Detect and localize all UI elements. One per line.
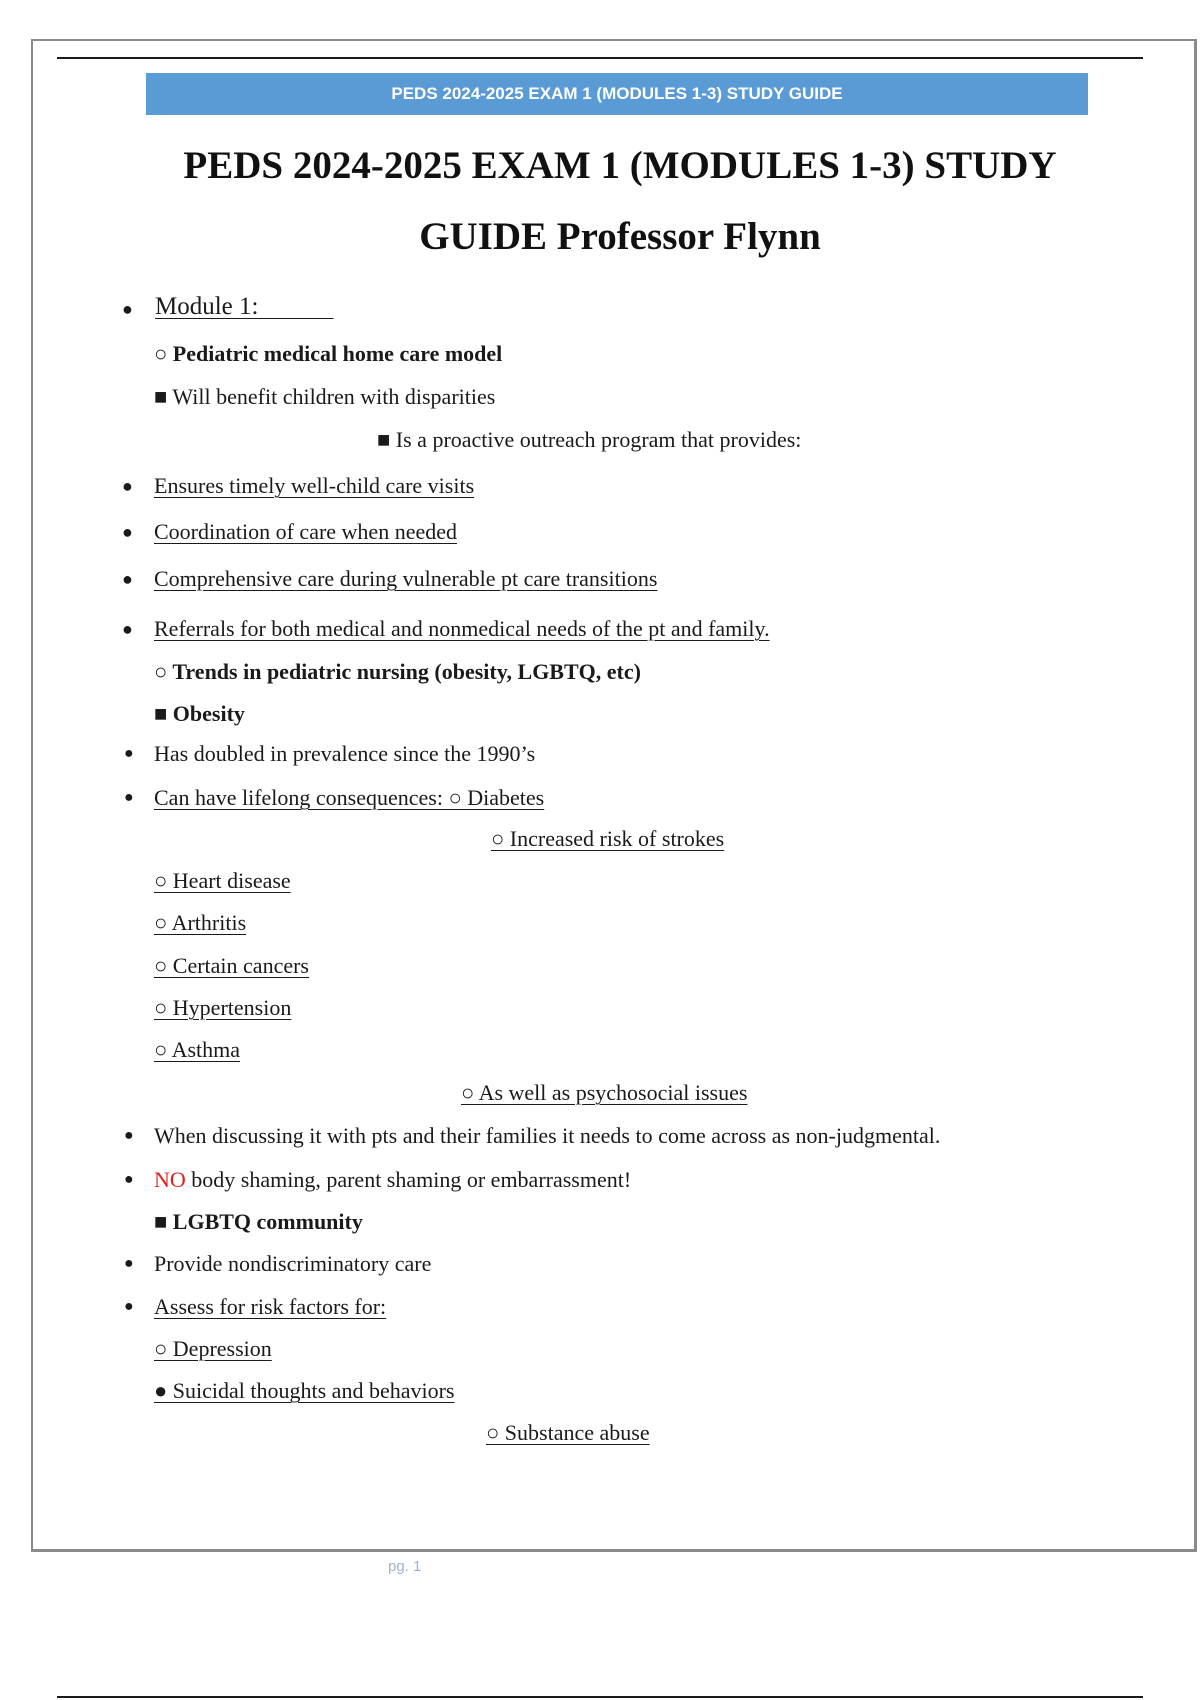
list-item: Ensures timely well-child care visits	[154, 473, 475, 498]
bullet-icon: ●	[122, 522, 133, 542]
list-item: ○ Arthritis	[154, 910, 247, 935]
list-item: ○ Heart disease	[154, 868, 291, 893]
page-title-line-2: GUIDE Professor Flynn	[419, 215, 821, 258]
header-banner: PEDS 2024-2025 EXAM 1 (MODULES 1-3) STUDY GUIDE	[146, 73, 1088, 115]
module-heading: Module 1:	[155, 293, 259, 320]
no-emphasis: NO	[154, 1167, 186, 1192]
assess-risk: Assess for risk factors for:	[154, 1294, 387, 1319]
obesity-prevalence: Has doubled in prevalence since the 1990’s	[154, 741, 536, 766]
pmhc-outreach: ■ Is a proactive outreach program that provides:	[377, 427, 802, 452]
lgbtq-heading: ■ LGBTQ community	[154, 1209, 363, 1234]
list-item: Coordination of care when needed	[154, 519, 457, 544]
bullet-icon: ●	[124, 789, 134, 806]
bullet-icon: ●	[124, 745, 134, 762]
list-item: ○ Increased risk of strokes	[491, 826, 725, 851]
bottom-rule	[57, 1696, 1143, 1698]
list-item: ○ Substance abuse	[486, 1420, 650, 1445]
discussing-note: When discussing it with pts and their families it needs to come across as non-judgmental.	[154, 1123, 941, 1148]
bullet-icon: ●	[122, 476, 133, 496]
list-item: ○ As well as psychosocial issues	[461, 1080, 748, 1105]
top-rule	[57, 57, 1143, 59]
list-item: Referrals for both medical and nonmedical needs of the pt and family.	[154, 616, 770, 641]
bullet-icon: ●	[124, 1255, 134, 1272]
page-number: pg. 1	[388, 1558, 422, 1575]
obesity-heading: ■ Obesity	[154, 701, 245, 726]
trends-heading: ○ Trends in pediatric nursing (obesity, LGBTQ, etc)	[154, 659, 641, 684]
pmhc-heading: ○ Pediatric medical home care model	[154, 341, 503, 366]
page-title-line-1: PEDS 2024-2025 EXAM 1 (MODULES 1-3) STUDY	[183, 144, 1057, 187]
bullet-icon: ●	[124, 1171, 134, 1188]
bullet-icon: ●	[122, 299, 133, 319]
list-item: ○ Asthma	[154, 1037, 241, 1062]
list-item: ○ Hypertension	[154, 995, 292, 1020]
pmhc-benefit: ■ Will benefit children with disparities	[154, 384, 496, 409]
consequences-intro: Can have lifelong consequences: ○ Diabetes	[154, 785, 545, 810]
bullet-icon: ●	[122, 569, 133, 589]
no-shaming-note: NO body shaming, parent shaming or embarrassment!	[154, 1167, 632, 1192]
bullet-icon: ●	[124, 1127, 134, 1144]
list-item: ○ Depression	[154, 1336, 272, 1361]
nondiscriminatory-care: Provide nondiscriminatory care	[154, 1251, 432, 1276]
list-item: Comprehensive care during vulnerable pt care transitions	[154, 566, 658, 591]
list-item: ○ Certain cancers	[154, 953, 309, 978]
list-item: ● Suicidal thoughts and behaviors	[154, 1378, 455, 1403]
bullet-icon: ●	[124, 1298, 134, 1315]
bullet-icon: ●	[122, 619, 133, 639]
